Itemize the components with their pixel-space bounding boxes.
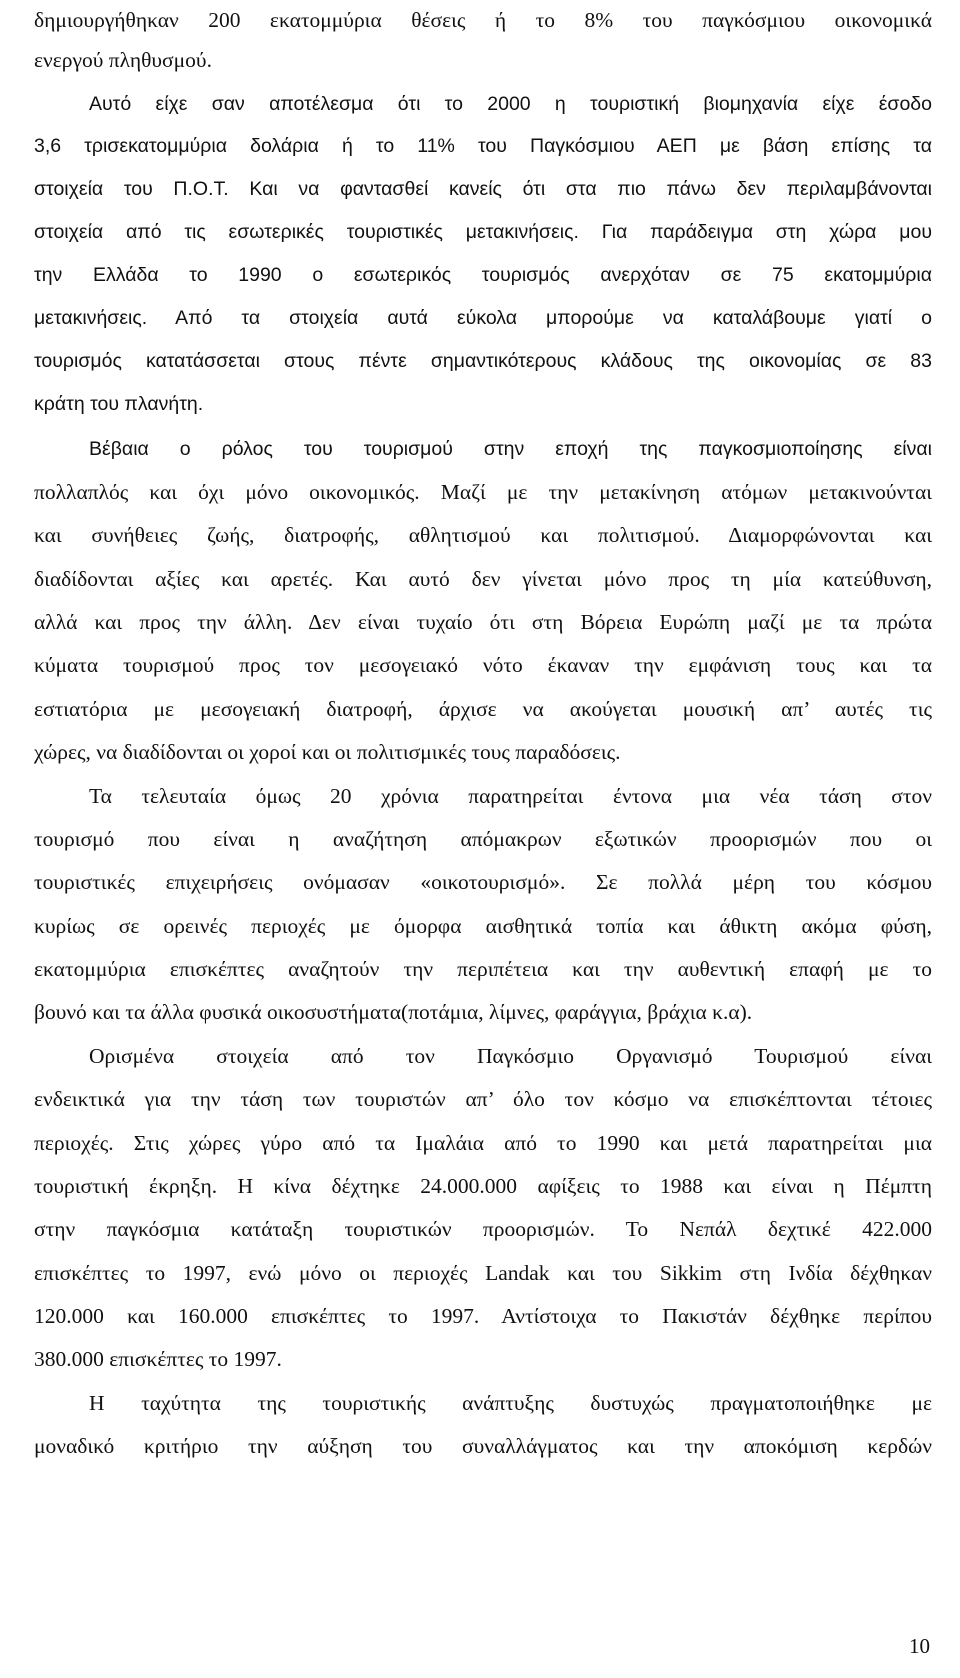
text-line: κράτη του πλανήτη. xyxy=(34,393,204,415)
text-line: τουριστική έκρηξη. Η κίνα δέχτηκε 24.000.000 αφίξεις το 1988 και είναι η Πέμπτη xyxy=(34,1174,932,1198)
text-line: περιοχές. Στις χώρες γύρο από τα Ιμαλάια από το 1990 και μετά παρατηρείται μια xyxy=(34,1131,932,1155)
text-line: τουρισμό που είναι η αναζήτηση απόμακρων εξωτικών προορισμών που οι xyxy=(34,827,932,851)
text-line: εκατομμύρια επισκέπτες αναζητούν την περιπέτεια και την αυθεντική επαφή με το xyxy=(34,957,932,981)
text-line: μετακινήσεις. Από τα στοιχεία αυτά εύκολα μπορούμε να καταλάβουμε γιατί ο xyxy=(34,307,932,329)
text-line: ενεργού πληθυσμού. xyxy=(34,48,212,72)
text-line: χώρες, να διαδίδονται οι χοροί και οι πολιτισμικές τους παραδόσεις. xyxy=(34,740,621,764)
text-line: αλλά και προς την άλλη. Δεν είναι τυχαίο ότι στη Βόρεια Ευρώπη μαζί με τα πρώτα xyxy=(34,610,932,634)
text-line: διαδίδονται αξίες και αρετές. Και αυτό δεν γίνεται μόνο προς τη μία κατεύθυνση, xyxy=(34,567,932,591)
text-line: εστιατόρια με μεσογειακή διατροφή, άρχισε να ακούγεται μουσική απ’ αυτές τις xyxy=(34,697,932,721)
text-line: επισκέπτες το 1997, ενώ μόνο οι περιοχές Landak και του Sikkim στη Ινδία δέχθηκαν xyxy=(34,1261,932,1285)
page-number: 10 xyxy=(909,1634,930,1658)
text-line: στοιχεία από τις εσωτερικές τουριστικές μετακινήσεις. Για παράδειγμα στη χώρα μου xyxy=(34,221,932,243)
paragraph-first-line: Η ταχύτητα της τουριστικής ανάπτυξης δυστυχώς πραγματοποιήθηκε με xyxy=(89,1391,932,1415)
text-line: και συνήθειες ζωής, διατροφής, αθλητισμού και πολιτισμού. Διαμορφώνονται και xyxy=(34,523,932,547)
text-line: την Ελλάδα το 1990 ο εσωτερικός τουρισμός ανερχόταν σε 75 εκατομμύρια xyxy=(34,264,932,286)
paragraph-first-line: Ορισμένα στοιχεία από τον Παγκόσμιο Οργανισμό Τουρισμού είναι xyxy=(89,1044,932,1068)
text-line: τουρισμός κατατάσσεται στους πέντε σημαντικότερους κλάδους της οικονομίας σε 83 xyxy=(34,350,932,372)
text-line: 120.000 και 160.000 επισκέπτες το 1997. Αντίστοιχα το Πακιστάν δέχθηκε περίπου xyxy=(34,1304,932,1328)
text-line: κυρίως σε ορεινές περιοχές με όμορφα αισθητικά τοπία και άθικτη ακόμα φύση, xyxy=(34,914,932,938)
text-line: στοιχεία του Π.Ο.Τ. Και να φαντασθεί κανείς ότι στα πιο πάνω δεν περιλαμβάνονται xyxy=(34,178,932,200)
text-line: μοναδικό κριτήριο την αύξηση του συναλλάγματος και την αποκόμιση κερδών xyxy=(34,1434,932,1458)
text-line: 380.000 επισκέπτες το 1997. xyxy=(34,1347,282,1371)
text-line: κύματα τουρισμού προς τον μεσογειακό νότο έκαναν την εμφάνιση τους και τα xyxy=(34,653,932,677)
paragraph-first-line: Τα τελευταία όμως 20 χρόνια παρατηρείται έντονα μια νέα τάση στον xyxy=(89,784,932,808)
text-line: 3,6 τρισεκατομμύρια δολάρια ή το 11% του Παγκόσμιου ΑΕΠ με βάση επίσης τα xyxy=(34,135,932,157)
text-line: δημιουργήθηκαν 200 εκατομμύρια θέσεις ή το 8% του παγκόσμιου οικονομικά xyxy=(34,8,932,32)
text-line: ενδεικτικά για την τάση των τουριστών απ’ όλο τον κόσμο να επισκέπτονται τέτοιες xyxy=(34,1087,932,1111)
text-line: στην παγκόσμια κατάταξη τουριστικών προορισμών. Το Νεπάλ δεχτικέ 422.000 xyxy=(34,1217,932,1241)
text-line: βουνό και τα άλλα φυσικά οικοσυστήματα(ποτάμια, λίμνες, φαράγγια, βράχια κ.α). xyxy=(34,1000,753,1024)
text-line: πολλαπλός και όχι μόνο οικονομικός. Μαζί με την μετακίνηση ατόμων μετακινούνται xyxy=(34,480,932,504)
paragraph-first-line: Βέβαια ο ρόλος του τουρισμού στην εποχή της παγκοσμιοποίησης είναι xyxy=(89,438,932,460)
text-line: τουριστικές επιχειρήσεις ονόμασαν «οικοτουρισμό». Σε πολλά μέρη του κόσμου xyxy=(34,870,932,894)
paragraph-first-line: Αυτό είχε σαν αποτέλεσμα ότι το 2000 η τουριστική βιομηχανία είχε έσοδο xyxy=(89,93,932,115)
